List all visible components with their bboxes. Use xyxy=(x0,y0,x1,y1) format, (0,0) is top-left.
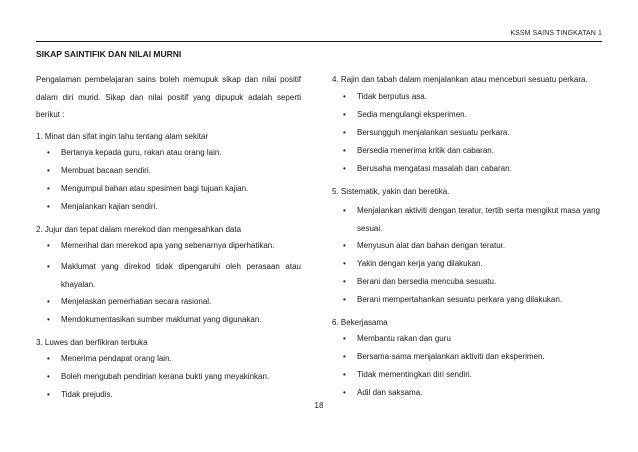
list-item-text: Berusaha mengatasi masalah dan cabaran. xyxy=(357,164,512,173)
bullet-icon: • xyxy=(47,389,50,399)
bullet-icon: • xyxy=(47,353,50,363)
list-item-text: Menerima pendapat orang lain. xyxy=(61,353,172,363)
bullet-icon: • xyxy=(343,146,346,155)
list-item xyxy=(332,351,600,363)
list-item xyxy=(36,165,301,177)
list-item xyxy=(332,91,600,103)
list-item-text: Menjalankan aktiviti dengan teratur, tertib serta mengikut masa yang sesuai. xyxy=(357,206,600,233)
left-column xyxy=(36,71,301,411)
list-item-text: Tidak berputus asa. xyxy=(357,92,427,101)
section-heading: 3. Luwes dan berfikiran terbuka xyxy=(36,337,148,347)
section xyxy=(36,130,301,213)
page-number: 18 xyxy=(314,401,324,410)
bullet-icon: • xyxy=(343,241,346,250)
list-item-text: Mengumpul bahan atau spesimen bagi tujuan kajian. xyxy=(61,183,249,193)
section-heading: 1. Minat dan sifat ingin tahu tentang alam sekitar xyxy=(36,131,209,141)
list-item-text: Boleh mengubah pendirian kerana bukti yang meyakinkan. xyxy=(61,371,270,381)
list-item xyxy=(332,387,600,399)
bullet-icon: • xyxy=(343,295,346,304)
list-item xyxy=(36,240,301,252)
page-title: SIKAP SAINTIFIK DAN NILAI MURNI xyxy=(36,49,182,59)
intro-paragraph: Pengalaman pembelajaran sains boleh memupuk sikap dan nilai positif dalam diri murid. Sikap dan nilai positif yang dipupuk adalah seperti berikut : xyxy=(36,75,301,119)
list-item xyxy=(332,240,600,252)
bullet-icon: • xyxy=(47,240,50,250)
list-item-text: Adil dan saksama. xyxy=(357,388,423,397)
section xyxy=(36,223,301,326)
list-item xyxy=(36,389,301,401)
list-item xyxy=(332,163,600,175)
section xyxy=(332,185,600,306)
list-item xyxy=(332,276,600,288)
list-item-text: Berani dan bersedia mencuba sesuatu. xyxy=(357,277,497,286)
bullet-icon: • xyxy=(343,128,346,137)
bullet-icon: • xyxy=(47,165,50,175)
right-column xyxy=(332,71,600,409)
list-item xyxy=(36,147,301,159)
list-item xyxy=(36,183,301,195)
list-item xyxy=(332,369,600,381)
bullet-icon: • xyxy=(47,147,50,157)
list-item-text: Membuat bacaan sendiri. xyxy=(61,165,151,175)
bullet-icon: • xyxy=(343,388,346,397)
bullet-icon: • xyxy=(343,334,346,343)
bullet-icon: • xyxy=(47,201,50,211)
list-item-text: Tidak prejudis. xyxy=(61,389,113,399)
bullet-icon: • xyxy=(47,371,50,381)
header-rule xyxy=(36,41,602,42)
list-item xyxy=(332,127,600,139)
bullet-icon: • xyxy=(343,110,346,119)
bullet-icon: • xyxy=(343,164,346,173)
list-item xyxy=(36,314,301,326)
section xyxy=(332,71,600,175)
list-item-text: Membantu rakan dan guru xyxy=(357,334,451,343)
list-item-text: Tidak mementingkan diri sendiri. xyxy=(357,370,472,379)
list-item-text: Bersedia menerima kritik dan cabaran. xyxy=(357,146,494,155)
list-item xyxy=(332,145,600,157)
bullet-list xyxy=(332,333,600,399)
section-heading: 4. Rajin dan tabah dalam menjalankan atau menceburi sesuatu perkara. xyxy=(332,75,588,84)
list-item-text: Bersungguh menjalankan sesuatu perkara. xyxy=(357,128,510,137)
list-item xyxy=(36,371,301,383)
list-item xyxy=(332,258,600,270)
bullet-icon: • xyxy=(343,259,346,268)
list-item-text: Menjelaskan pemerhatian secara rasional. xyxy=(61,296,212,306)
bullet-list xyxy=(332,202,600,306)
list-item-text: Bersama-sama menjalankan aktiviti dan eksperimen. xyxy=(357,352,545,361)
bullet-list xyxy=(332,91,600,175)
bullet-icon: • xyxy=(343,92,346,101)
bullet-list xyxy=(36,353,301,401)
bullet-icon: • xyxy=(47,296,50,306)
list-item xyxy=(332,109,600,121)
section-heading: 2. Jujur dan tepat dalam merekod dan mengesahkan data xyxy=(36,224,242,234)
running-head: KSSM SAINS TINGKATAN 1 xyxy=(510,30,602,37)
list-item-text: Berani mempertahankan sesuatu perkara yang dilakukan. xyxy=(357,295,563,304)
list-item-text: Bertanya kepada guru, rakan atau orang lain. xyxy=(61,147,222,157)
section-heading: 5. Sistematik, yakin dan beretika. xyxy=(332,187,450,196)
bullet-icon: • xyxy=(47,261,50,271)
bullet-icon: • xyxy=(47,314,50,324)
section-heading: 6. Bekerjasama xyxy=(332,318,388,327)
section xyxy=(36,336,301,401)
bullet-icon: • xyxy=(47,183,50,193)
bullet-icon: • xyxy=(343,277,346,286)
list-item xyxy=(36,296,301,308)
list-item xyxy=(36,201,301,213)
bullet-icon: • xyxy=(343,352,346,361)
bullet-list xyxy=(36,147,301,213)
list-item xyxy=(332,202,600,238)
list-item xyxy=(332,294,600,306)
bullet-icon: • xyxy=(343,370,346,379)
list-item-text: Maklumat yang direkod tidak dipengaruhi oleh perasaan atau khayalan. xyxy=(61,261,301,289)
list-item-text: Memerihal dan merekod apa yang sebenarnya diperhatikan. xyxy=(61,240,275,250)
list-item xyxy=(36,258,301,294)
bullet-list xyxy=(36,240,301,326)
section xyxy=(332,316,600,399)
list-item-text: Mendokumentasikan sumber maklumat yang digunakan. xyxy=(61,314,262,324)
list-item-text: Sedia mengulangi eksperimen. xyxy=(357,110,467,119)
list-item xyxy=(332,333,600,345)
bullet-icon: • xyxy=(343,206,346,215)
list-item-text: Menyusun alat dan bahan dengan teratur. xyxy=(357,241,506,250)
list-item-text: Menjalankan kajian sendiri. xyxy=(61,201,158,211)
list-item xyxy=(36,353,301,365)
list-item-text: Yakin dengan kerja yang dilakukan. xyxy=(357,259,483,268)
